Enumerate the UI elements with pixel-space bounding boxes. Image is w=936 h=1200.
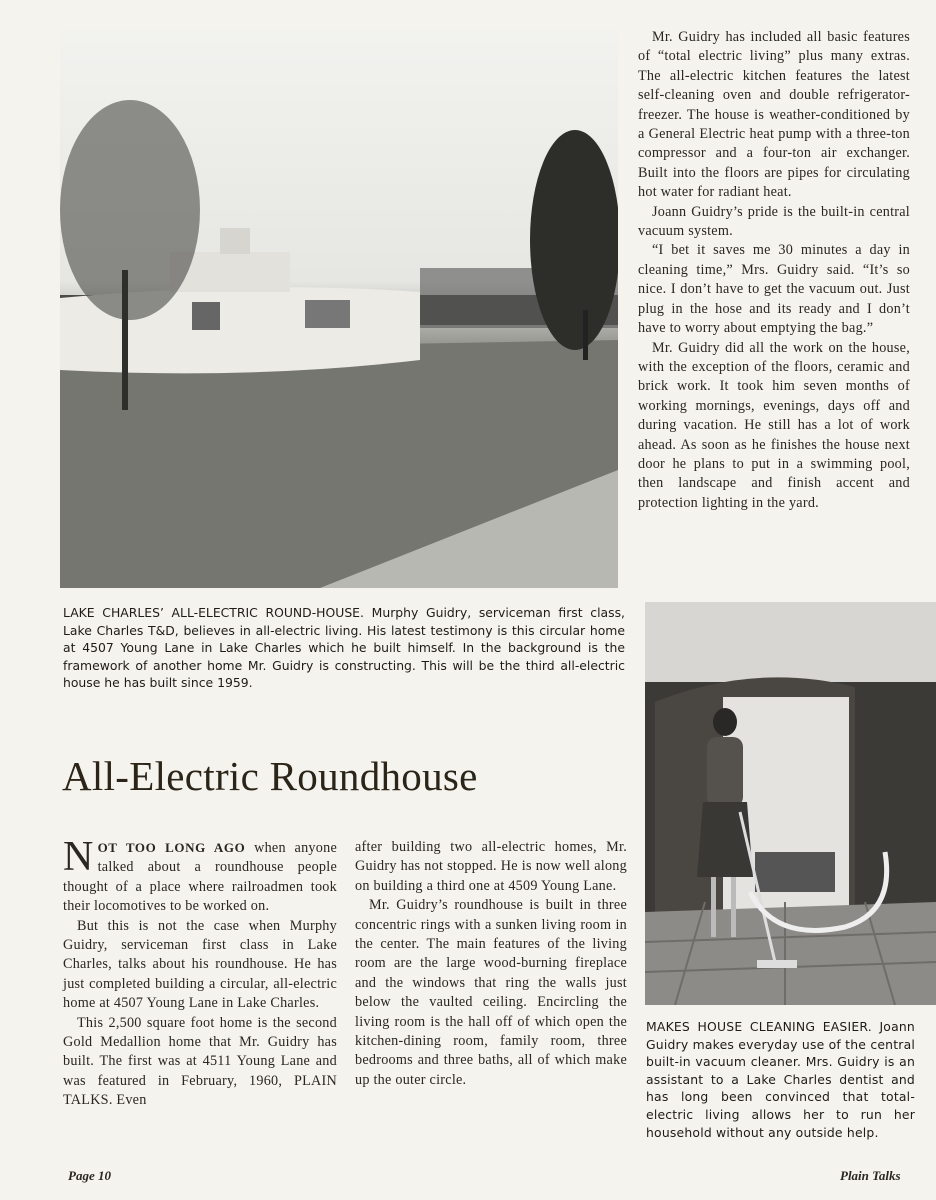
caption-body: Murphy Guidry, serviceman first class, Lake Charles T&D, believes in all-electric living. His latest testimony is this circular home at 4507 Young Lane in Lake Charles which he built himself. In the background is the framework of another home Mr. Guidry is constructing. This will be the third all-electric house he has built since 1959. [63,605,625,691]
publication-name: Plain Talks [840,1168,901,1183]
opening-paragraph [63,834,338,917]
lead-in: OT TOO LONG AGO [97,840,246,855]
paragraph: This 2,500 square foot home is the second Gold Medallion home that Mr. Guidry has built. The first was at 4511 Young Lane and was featured in February, 1960, PLAIN TALKS. Even [63,1014,337,1109]
caption-heading: LAKE CHARLES’ ALL-ELECTRIC ROUND-HOUSE. [63,605,364,620]
paragraph: Mr. Guidry did all the work on the house, with the exception of the floors, ceramic and brick work. It took him seven months of working mornings, evenings, days off and during vacation. He still has a lot of work ahead. As soon as he finishes the house next door he plans to put in a swimming pool, then landscape and finish accent and protection lighting in the yard. [638,339,910,511]
paragraph: Mr. Guidry’s roundhouse is built in three concentric rings with a sunken living room in the center. The main features of the living room are the large wood-burning fireplace and the windows that ring the walls just below the vaulted ceiling. Encircling the living room is the hall off of which open the kitchen-dining room, family room, three bedrooms and three baths, all of which make up the outer circle. [355,897,627,1088]
paragraph: Mr. Guidry has included all basic features of “total electric living” plus many extras. The all-electric kitchen features the latest self-cleaning oven and double refrigerator-freezer. The house is weather-conditioned by a General Electric heat pump with a three-ton compressor and a four-ton air exchanger. Built into the floors are pipes for circulating hot water for radiant heat. [638,29,910,201]
article-column-1 [63,834,338,1111]
vacuum-photo-caption [646,1018,915,1141]
roundhouse-photo-caption [63,604,625,692]
article-title: All-Electric Roundhouse [62,753,478,799]
paragraph: after building two all-electric homes, Mr. Guidry has not stopped. He is now well along on building a third one at 4509 Young Lane. [355,839,627,894]
article-column-2 [355,838,627,1090]
paragraph: Joann Guidry’s pride is the built-in central vacuum system. [638,203,910,240]
caption-body: Joann Guidry makes everyday use of the central built-in vacuum cleaner. Mrs. Guidry is an assistant to a Lake Charles dentist and has long been convinced that total-electric living allows her to run her household without any outside help. [646,1019,915,1140]
opening-text: when anyone talked about a roundhouse people thought of a place where railroadmen took their locomotives to be worked on. [63,840,338,915]
caption-heading: MAKES HOUSE CLEANING EASIER. [646,1019,872,1034]
page-number: Page 10 [68,1168,111,1183]
paragraph: “I bet it saves me 30 minutes a day in cleaning time,” Mrs. Guidry said. “It’s so nice. I don’t have to get the vacuum out. Just plug in the hose and its ready and I don’t have to worry about emptying the bag.” [638,242,910,337]
vacuum-photo [645,602,936,1005]
paragraph: But this is not the case when Murphy Guidry, serviceman first class in Lake Charles, talks about his roundhouse. He has just completed building a circular, all-electric home at 4507 Young Lane in Lake Charles. [63,917,337,1012]
drop-cap: N [63,834,94,880]
article-continuation-column [638,28,910,513]
roundhouse-photo [60,30,618,588]
